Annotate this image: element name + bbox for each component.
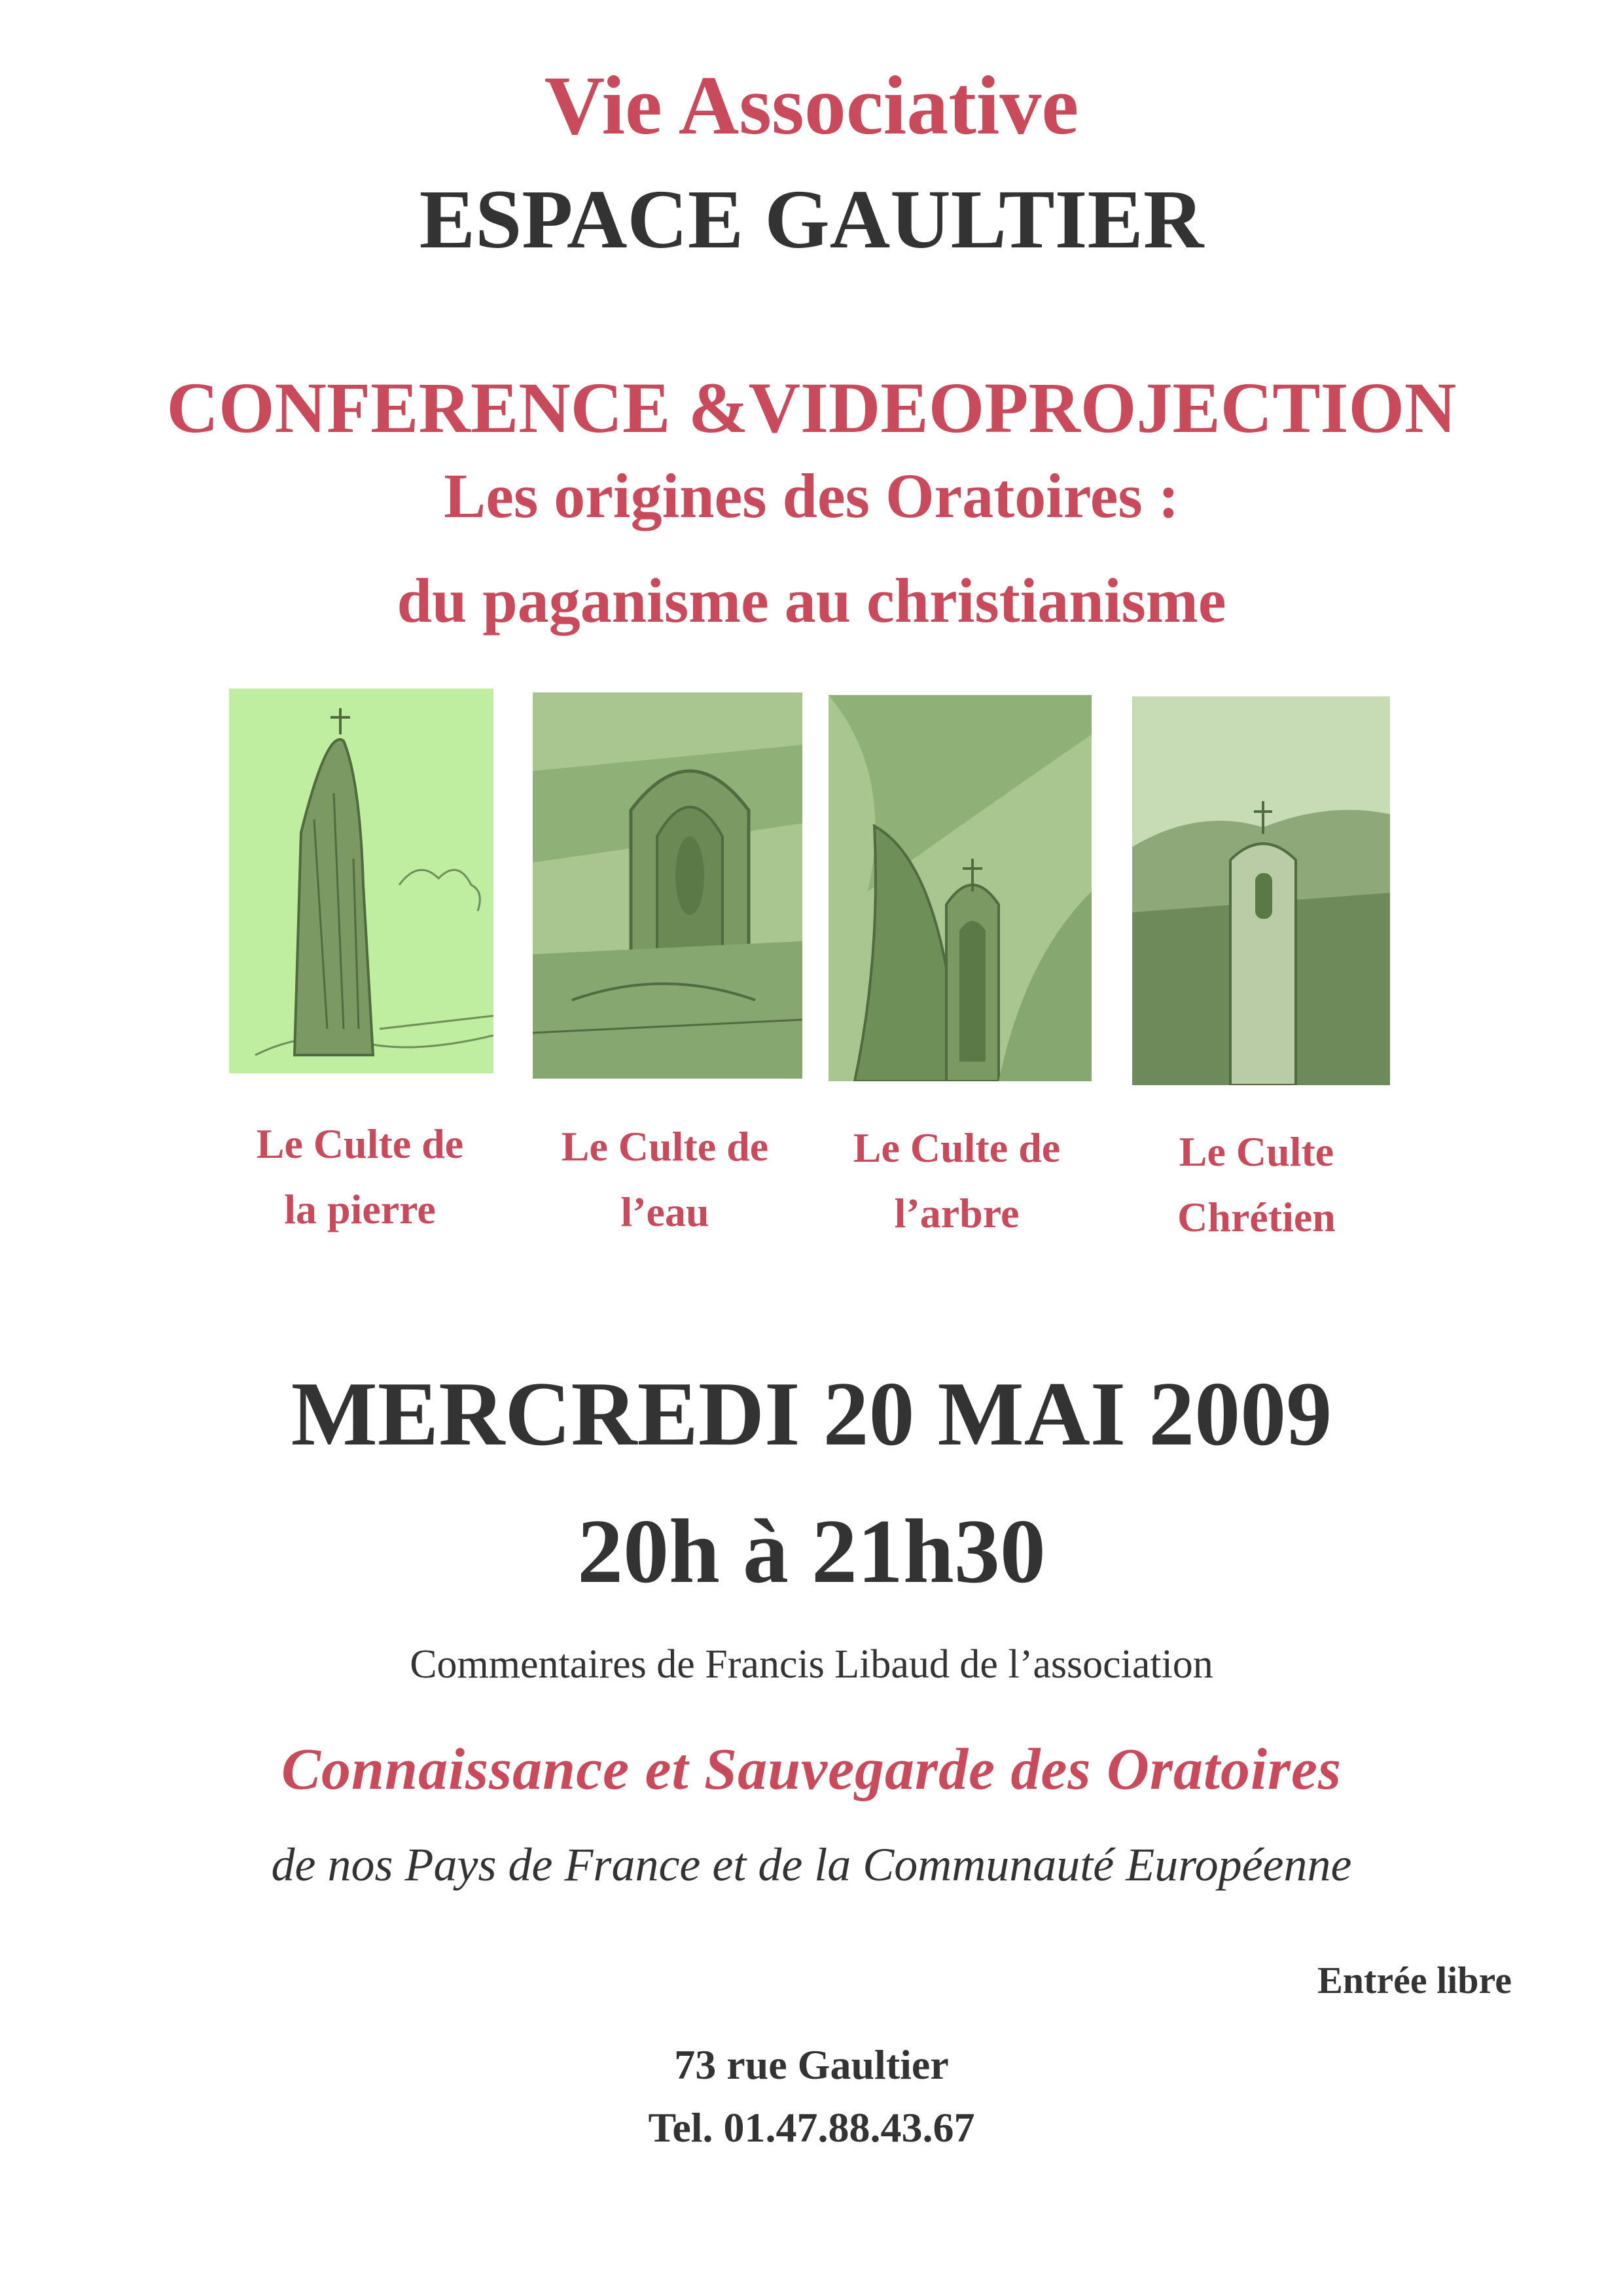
event-title-line2: du paganisme au christianisme xyxy=(397,565,1226,636)
christian-oratory-photo xyxy=(1132,696,1390,1085)
header-title: Vie Associative xyxy=(544,59,1079,152)
caption-line: Le Culte de xyxy=(853,1124,1061,1171)
tree-oratory-illustration xyxy=(829,695,1092,1081)
event-time: 20h à 21h30 xyxy=(577,1501,1046,1602)
caption-stone xyxy=(223,1111,497,1242)
caption-line: Chrétien xyxy=(1177,1194,1336,1240)
caption-line: l’arbre xyxy=(894,1190,1020,1236)
caption-christian xyxy=(1119,1119,1394,1250)
caption-line: Le Culte xyxy=(1179,1128,1334,1175)
venue-name: ESPACE GAULTIER xyxy=(419,173,1204,266)
caption-line: la pierre xyxy=(284,1186,436,1232)
caption-line: Le Culte de xyxy=(561,1123,769,1170)
association-name: Connaissance et Sauvegarde des Oratoires xyxy=(281,1737,1342,1802)
caption-tree xyxy=(819,1115,1094,1246)
address-phone: Tel. 01.47.88.43.67 xyxy=(648,2104,975,2151)
caption-water xyxy=(527,1114,802,1245)
commentary-text: Commentaires de Francis Libaud de l’association xyxy=(410,1642,1213,1687)
standing-stone-illustration xyxy=(229,689,493,1073)
fountain-oratory-illustration xyxy=(533,692,802,1079)
caption-line: l’eau xyxy=(620,1189,709,1235)
association-subtitle: de nos Pays de France et de la Communauté Européenne xyxy=(271,1839,1352,1891)
event-title-line1: Les origines des Oratoires : xyxy=(444,461,1179,531)
caption-line: Le Culte de xyxy=(256,1121,464,1167)
event-type: CONFERENCE &VIDEOPROJECTION xyxy=(166,368,1457,448)
address-street: 73 rue Gaultier xyxy=(674,2041,949,2088)
event-date: MERCREDI 20 MAI 2009 xyxy=(291,1363,1332,1465)
entry-info: Entrée libre xyxy=(1317,1959,1512,2001)
